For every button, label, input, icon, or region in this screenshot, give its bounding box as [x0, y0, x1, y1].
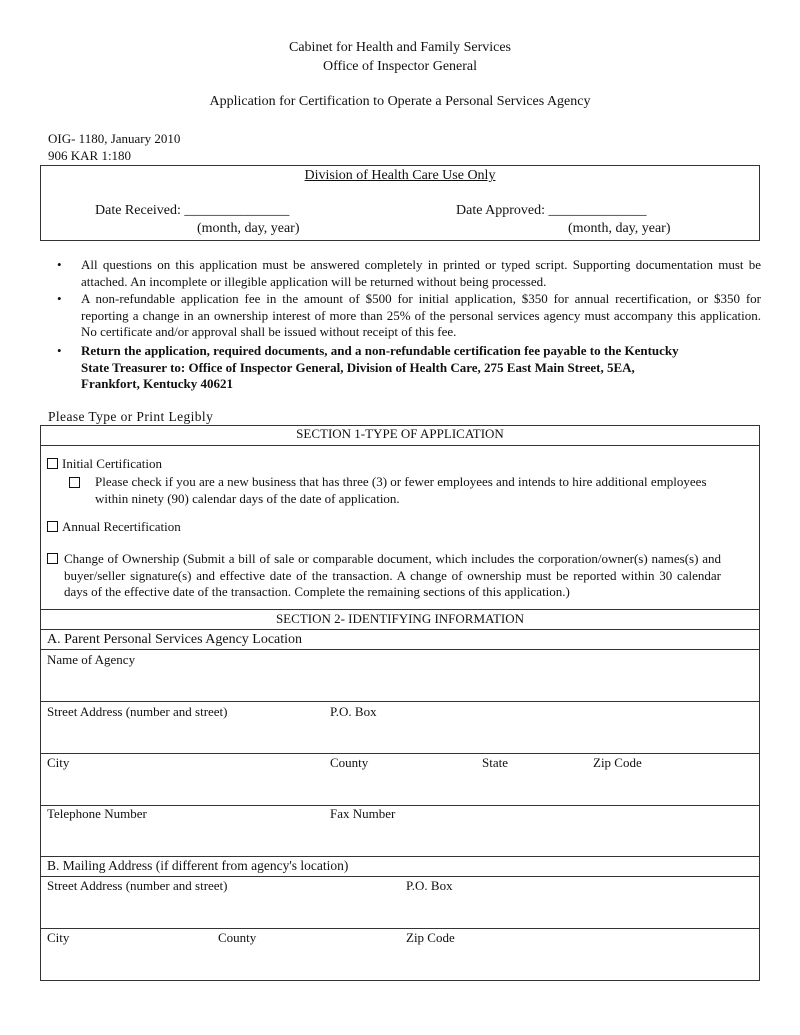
checkbox[interactable]	[47, 458, 58, 469]
street-address-field[interactable]: Street Address (number and street)	[47, 704, 228, 719]
section1-title: SECTION 1-TYPE OF APPLICATION	[296, 426, 504, 441]
agency-name-field[interactable]: Name of Agency	[47, 652, 136, 667]
regulation: 906 KAR 1:180	[48, 148, 132, 163]
section2-title: SECTION 2- IDENTIFYING INFORMATION	[275, 611, 525, 626]
mailing-zip-field[interactable]: Zip Code	[406, 930, 455, 945]
date-received-field[interactable]: Date Received: _______________	[95, 203, 290, 218]
initial-certification-option[interactable]: Initial Certification	[47, 456, 162, 472]
date-approved-field[interactable]: Date Approved: ______________	[456, 203, 647, 218]
date-received-hint: (month, day, year)	[197, 221, 300, 236]
small-business-text: Please check if you are a new business that has three (3) or fewer employees and intends to hire additional employees within ninety (90) calendar days of the date of application.	[95, 474, 707, 506]
application-table	[40, 425, 760, 981]
mailing-county-field[interactable]: County	[218, 930, 257, 945]
county-field[interactable]: County	[330, 755, 369, 770]
legibly-note: Please Type or Print Legibly	[48, 409, 214, 424]
mailing-street-field[interactable]: Street Address (number and street)	[47, 878, 228, 893]
zip-field[interactable]: Zip Code	[593, 755, 642, 770]
change-ownership-text: Change of Ownership (Submit a bill of sale or comparable document, which includes the corporation/owner(s) names(s) and buyer/seller signature(s) and effective date of the transaction. A change of ownership must be reported within 30 calendar days of the effective date of the transaction. Complete the remaining sections of this application.)	[64, 551, 721, 599]
city-field[interactable]: City	[47, 755, 70, 770]
fax-field[interactable]: Fax Number	[330, 806, 396, 821]
office-use-title: Division of Health Care Use Only	[304, 168, 496, 183]
instruction-1: All questions on this application must be answered completely in printed or typed script. Supporting documentation must be attached. An incomplete or illegible application will be returned without being processed.	[81, 257, 761, 289]
form-number: OIG- 1180, January 2010	[48, 131, 181, 146]
section-b-title: B. Mailing Address (if different from agency's location)	[47, 858, 349, 873]
office-name: Office of Inspector General	[322, 59, 478, 74]
instruction-3: Return the application, required documents, and a non-refundable certification fee payable to the Kentucky State Treasurer to: Office of Inspector General, Division of Health Care, 275 East Main Street, 5EA, Frankfort, Kentucky 40621	[81, 343, 679, 391]
mailing-po-box-field[interactable]: P.O. Box	[406, 878, 453, 893]
section-a-title: A. Parent Personal Services Agency Location	[47, 632, 303, 647]
checkbox[interactable]	[69, 477, 80, 488]
small-business-checkbox	[69, 475, 84, 491]
mailing-city-field[interactable]: City	[47, 930, 70, 945]
agency-name: Cabinet for Health and Family Services	[289, 40, 511, 55]
instruction-2: A non-refundable application fee in the amount of $500 for initial application, $350 for annual recertification, or $350 for reporting a change in an ownership interest of more than 25% of the personal services agency must accompany this application. No certificate and/or approval shall be issued without receipt of this fee.	[81, 291, 761, 339]
bullet-icon: •	[57, 291, 62, 306]
checkbox[interactable]	[47, 521, 58, 532]
bullet-icon: •	[57, 257, 62, 272]
telephone-field[interactable]: Telephone Number	[47, 806, 147, 821]
change-ownership-checkbox	[47, 551, 62, 567]
bullet-icon: •	[57, 343, 62, 358]
po-box-field[interactable]: P.O. Box	[330, 704, 377, 719]
state-field[interactable]: State	[482, 755, 508, 770]
checkbox[interactable]	[47, 553, 58, 564]
date-approved-hint: (month, day, year)	[568, 221, 671, 236]
form-title: Application for Certification to Operate a Personal Services Agency	[209, 94, 591, 109]
annual-recertification-option[interactable]: Annual Recertification	[47, 519, 181, 535]
